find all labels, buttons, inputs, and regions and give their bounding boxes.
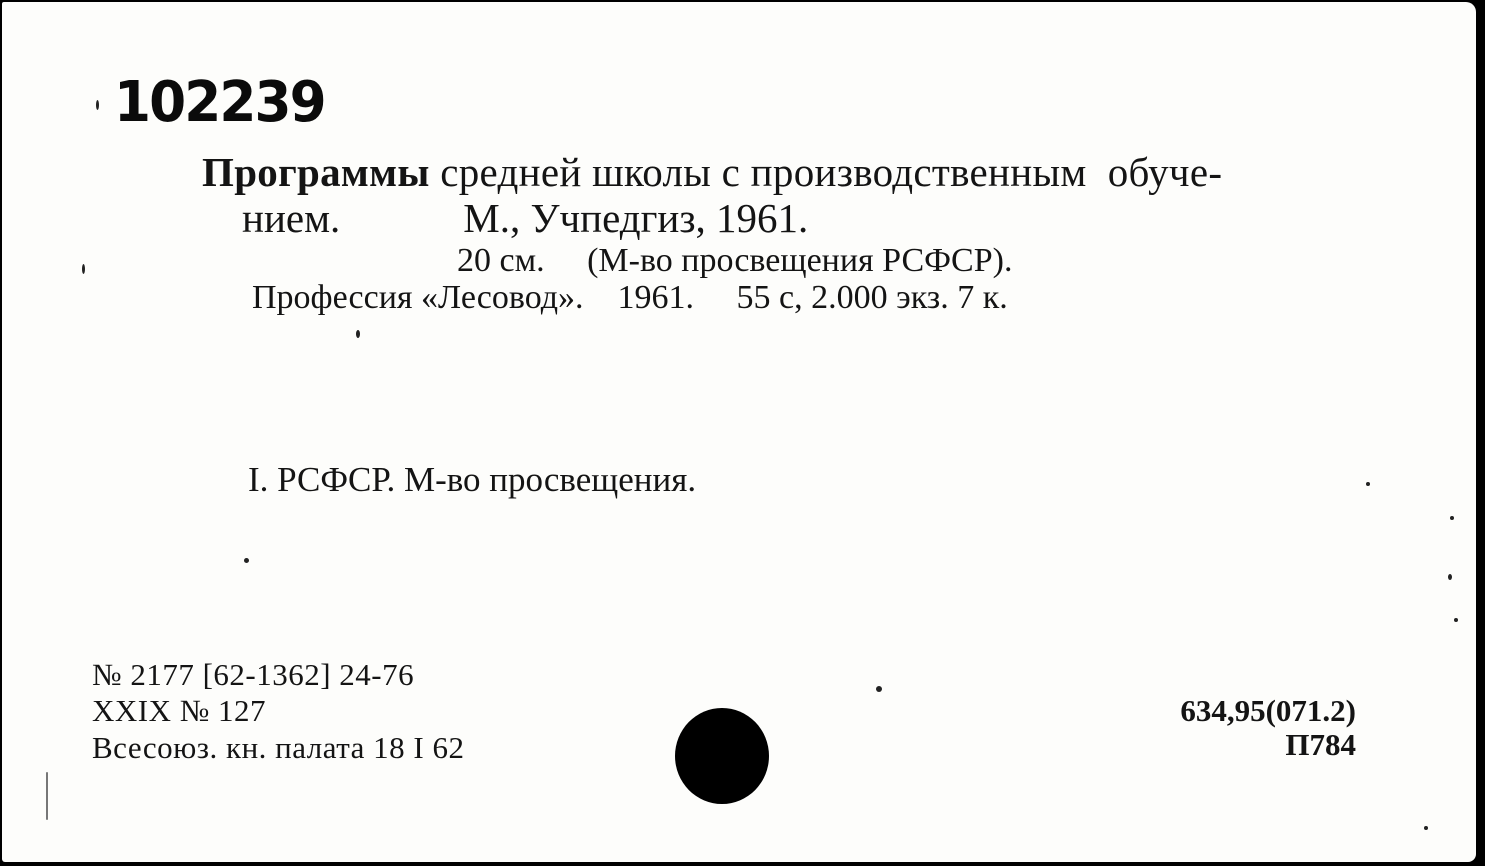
ink-speck: [46, 772, 48, 820]
punch-hole: [675, 708, 769, 804]
size-publisher-line: 20 см. (М-во просвещения РСФСР).: [457, 242, 1013, 279]
title-line: [202, 148, 1222, 196]
inventory-number: 102239: [114, 70, 325, 135]
title-rest: средней школы с производственным обуче-: [429, 149, 1223, 195]
imprint-line: Всесоюз. кн. палата 18 I 62: [92, 730, 465, 765]
author-mark: П784: [1285, 727, 1356, 762]
imprint-line: XXIX № 127: [92, 693, 267, 728]
title-lead: Программы: [202, 149, 430, 195]
ink-speck: [1450, 516, 1454, 520]
title-continuation: нием. М., Учпедгиз, 1961.: [242, 195, 809, 241]
ink-speck: [1454, 618, 1458, 622]
ink-speck: [1366, 482, 1370, 486]
tracing-line: I. РСФСР. М-во просвещения.: [248, 460, 697, 499]
card-edge-shadow: [1476, 0, 1485, 866]
ink-speck: [96, 100, 99, 110]
ink-speck: [876, 686, 882, 692]
ink-speck: [1448, 574, 1452, 580]
ink-speck: [1424, 826, 1428, 830]
catalog-card: [2, 2, 1476, 862]
ink-speck: [244, 558, 249, 563]
ink-speck: [356, 330, 360, 338]
ink-speck: [82, 264, 85, 274]
imprint-line: № 2177 [62-1362] 24-76: [92, 657, 415, 692]
series-line: Профессия «Лесовод». 1961. 55 с, 2.000 экз. 7 к.: [252, 279, 1008, 316]
classification-number: 634,95(071.2): [1180, 693, 1356, 728]
